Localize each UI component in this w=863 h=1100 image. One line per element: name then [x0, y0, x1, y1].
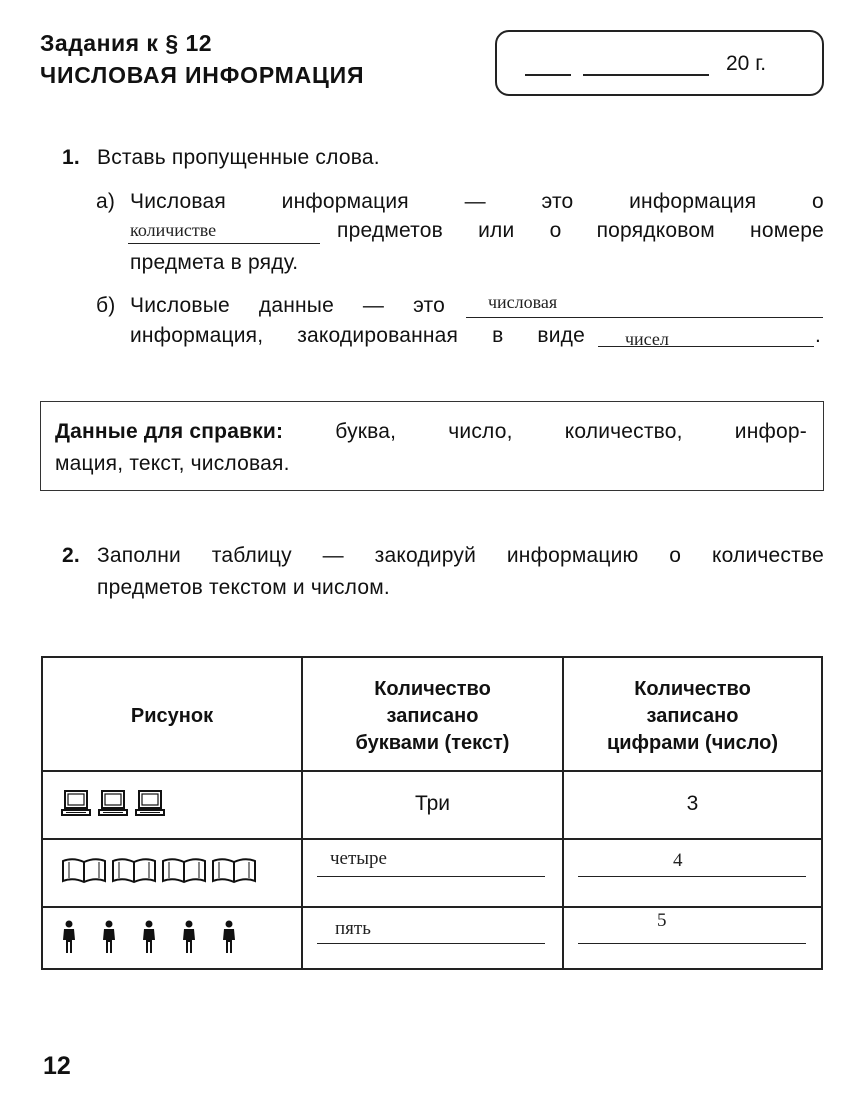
task2-line1 [97, 544, 824, 568]
task1a-line3: предмета в ряду. [130, 251, 299, 274]
count-table [41, 656, 823, 970]
word: инфор- [734, 420, 807, 443]
word: информацию [506, 544, 639, 567]
word: Числовая [130, 190, 226, 213]
word: или [478, 219, 515, 242]
computer-icon [135, 788, 165, 818]
task1b-marker: б) [96, 294, 116, 317]
word: о [549, 219, 562, 242]
task1b-handwritten-answer1: числовая [488, 292, 558, 312]
word: Заполни [97, 544, 181, 567]
person-icon [101, 920, 117, 954]
reference-box [40, 401, 824, 491]
header-line: Количество [374, 678, 491, 700]
date-day-blank[interactable] [525, 74, 571, 76]
word: данные [258, 294, 334, 317]
word: информация, [130, 324, 264, 347]
reference-line2: мация, текст, числовая. [55, 452, 290, 475]
row2-handwritten-number: 4 [673, 850, 683, 871]
task1-prompt: Вставь пропущенные слова. [97, 146, 380, 169]
word: закодируй [374, 544, 477, 567]
word: — [464, 190, 486, 213]
task1b-line2 [130, 324, 585, 348]
word: закодированная [297, 324, 459, 347]
word: это [541, 190, 574, 213]
row3-text-blank[interactable] [317, 943, 545, 944]
page-title: Задания к § 12 [40, 30, 213, 56]
person-icon [141, 920, 157, 954]
row1-number-value: 3 [686, 792, 699, 815]
page-number: 12 [43, 1052, 71, 1080]
word: буква, [335, 420, 397, 443]
header-line: записано [646, 705, 739, 727]
word: номере [750, 219, 824, 242]
book-icon [111, 855, 157, 885]
table-divider [43, 838, 821, 840]
word: таблицу [211, 544, 292, 567]
word: — [322, 544, 344, 567]
task1a-line2 [337, 219, 824, 243]
person-icon [221, 920, 237, 954]
date-year-label: 20 г. [726, 52, 767, 75]
table-header-text [303, 676, 562, 757]
header-line: записано [386, 705, 479, 727]
reference-label: Данные для справки: [55, 420, 284, 443]
book-icon [161, 855, 207, 885]
table-header-number [564, 676, 821, 757]
word: порядковом [596, 219, 715, 242]
header-line: Количество [634, 678, 751, 700]
person-icon [181, 920, 197, 954]
table-divider [43, 770, 821, 772]
word: количестве [711, 544, 824, 567]
table-divider [43, 906, 821, 908]
computer-icon [61, 788, 91, 818]
task1b-handwritten-answer2: чисел [625, 329, 669, 349]
word: — [362, 294, 385, 317]
task2-line2: предметов текстом и числом. [97, 576, 390, 599]
row3-handwritten-number: 5 [657, 910, 667, 931]
task1a-handwritten-answer: количистве [130, 220, 217, 240]
computer-icon [98, 788, 128, 818]
row1-text-value: Три [414, 792, 451, 815]
section-title: ЧИСЛОВАЯ ИНФОРМАЦИЯ [40, 62, 365, 88]
task1a-marker: а) [96, 190, 116, 213]
row3-number-blank[interactable] [578, 943, 806, 944]
word: о [812, 190, 824, 213]
task1b-end-punct: . [815, 324, 822, 347]
date-box [495, 30, 824, 96]
word: в [492, 324, 504, 347]
table-header-picture: Рисунок [130, 705, 214, 727]
date-month-blank[interactable] [583, 74, 709, 76]
row2-number-blank[interactable] [578, 876, 806, 877]
word: количество, [564, 420, 683, 443]
word: предметов [337, 219, 443, 242]
header-line: цифрами (число) [606, 732, 779, 754]
header-line: буквами (текст) [355, 732, 510, 754]
word: о [669, 544, 682, 567]
book-icon [61, 855, 107, 885]
task1-number: 1. [62, 146, 80, 169]
task1b-line1 [130, 294, 445, 318]
word: информация [629, 190, 757, 213]
word: число, [448, 420, 513, 443]
word: виде [537, 324, 585, 347]
person-icon [61, 920, 77, 954]
task1a-line1 [130, 190, 824, 214]
word: информация [281, 190, 409, 213]
row3-handwritten-text: пять [335, 918, 371, 939]
book-icon [211, 855, 257, 885]
task2-number: 2. [62, 544, 80, 567]
row2-handwritten-text: четыре [330, 848, 387, 869]
reference-line1 [55, 420, 807, 444]
word: Числовые [130, 294, 230, 317]
row2-text-blank[interactable] [317, 876, 545, 877]
word: это [413, 294, 445, 317]
